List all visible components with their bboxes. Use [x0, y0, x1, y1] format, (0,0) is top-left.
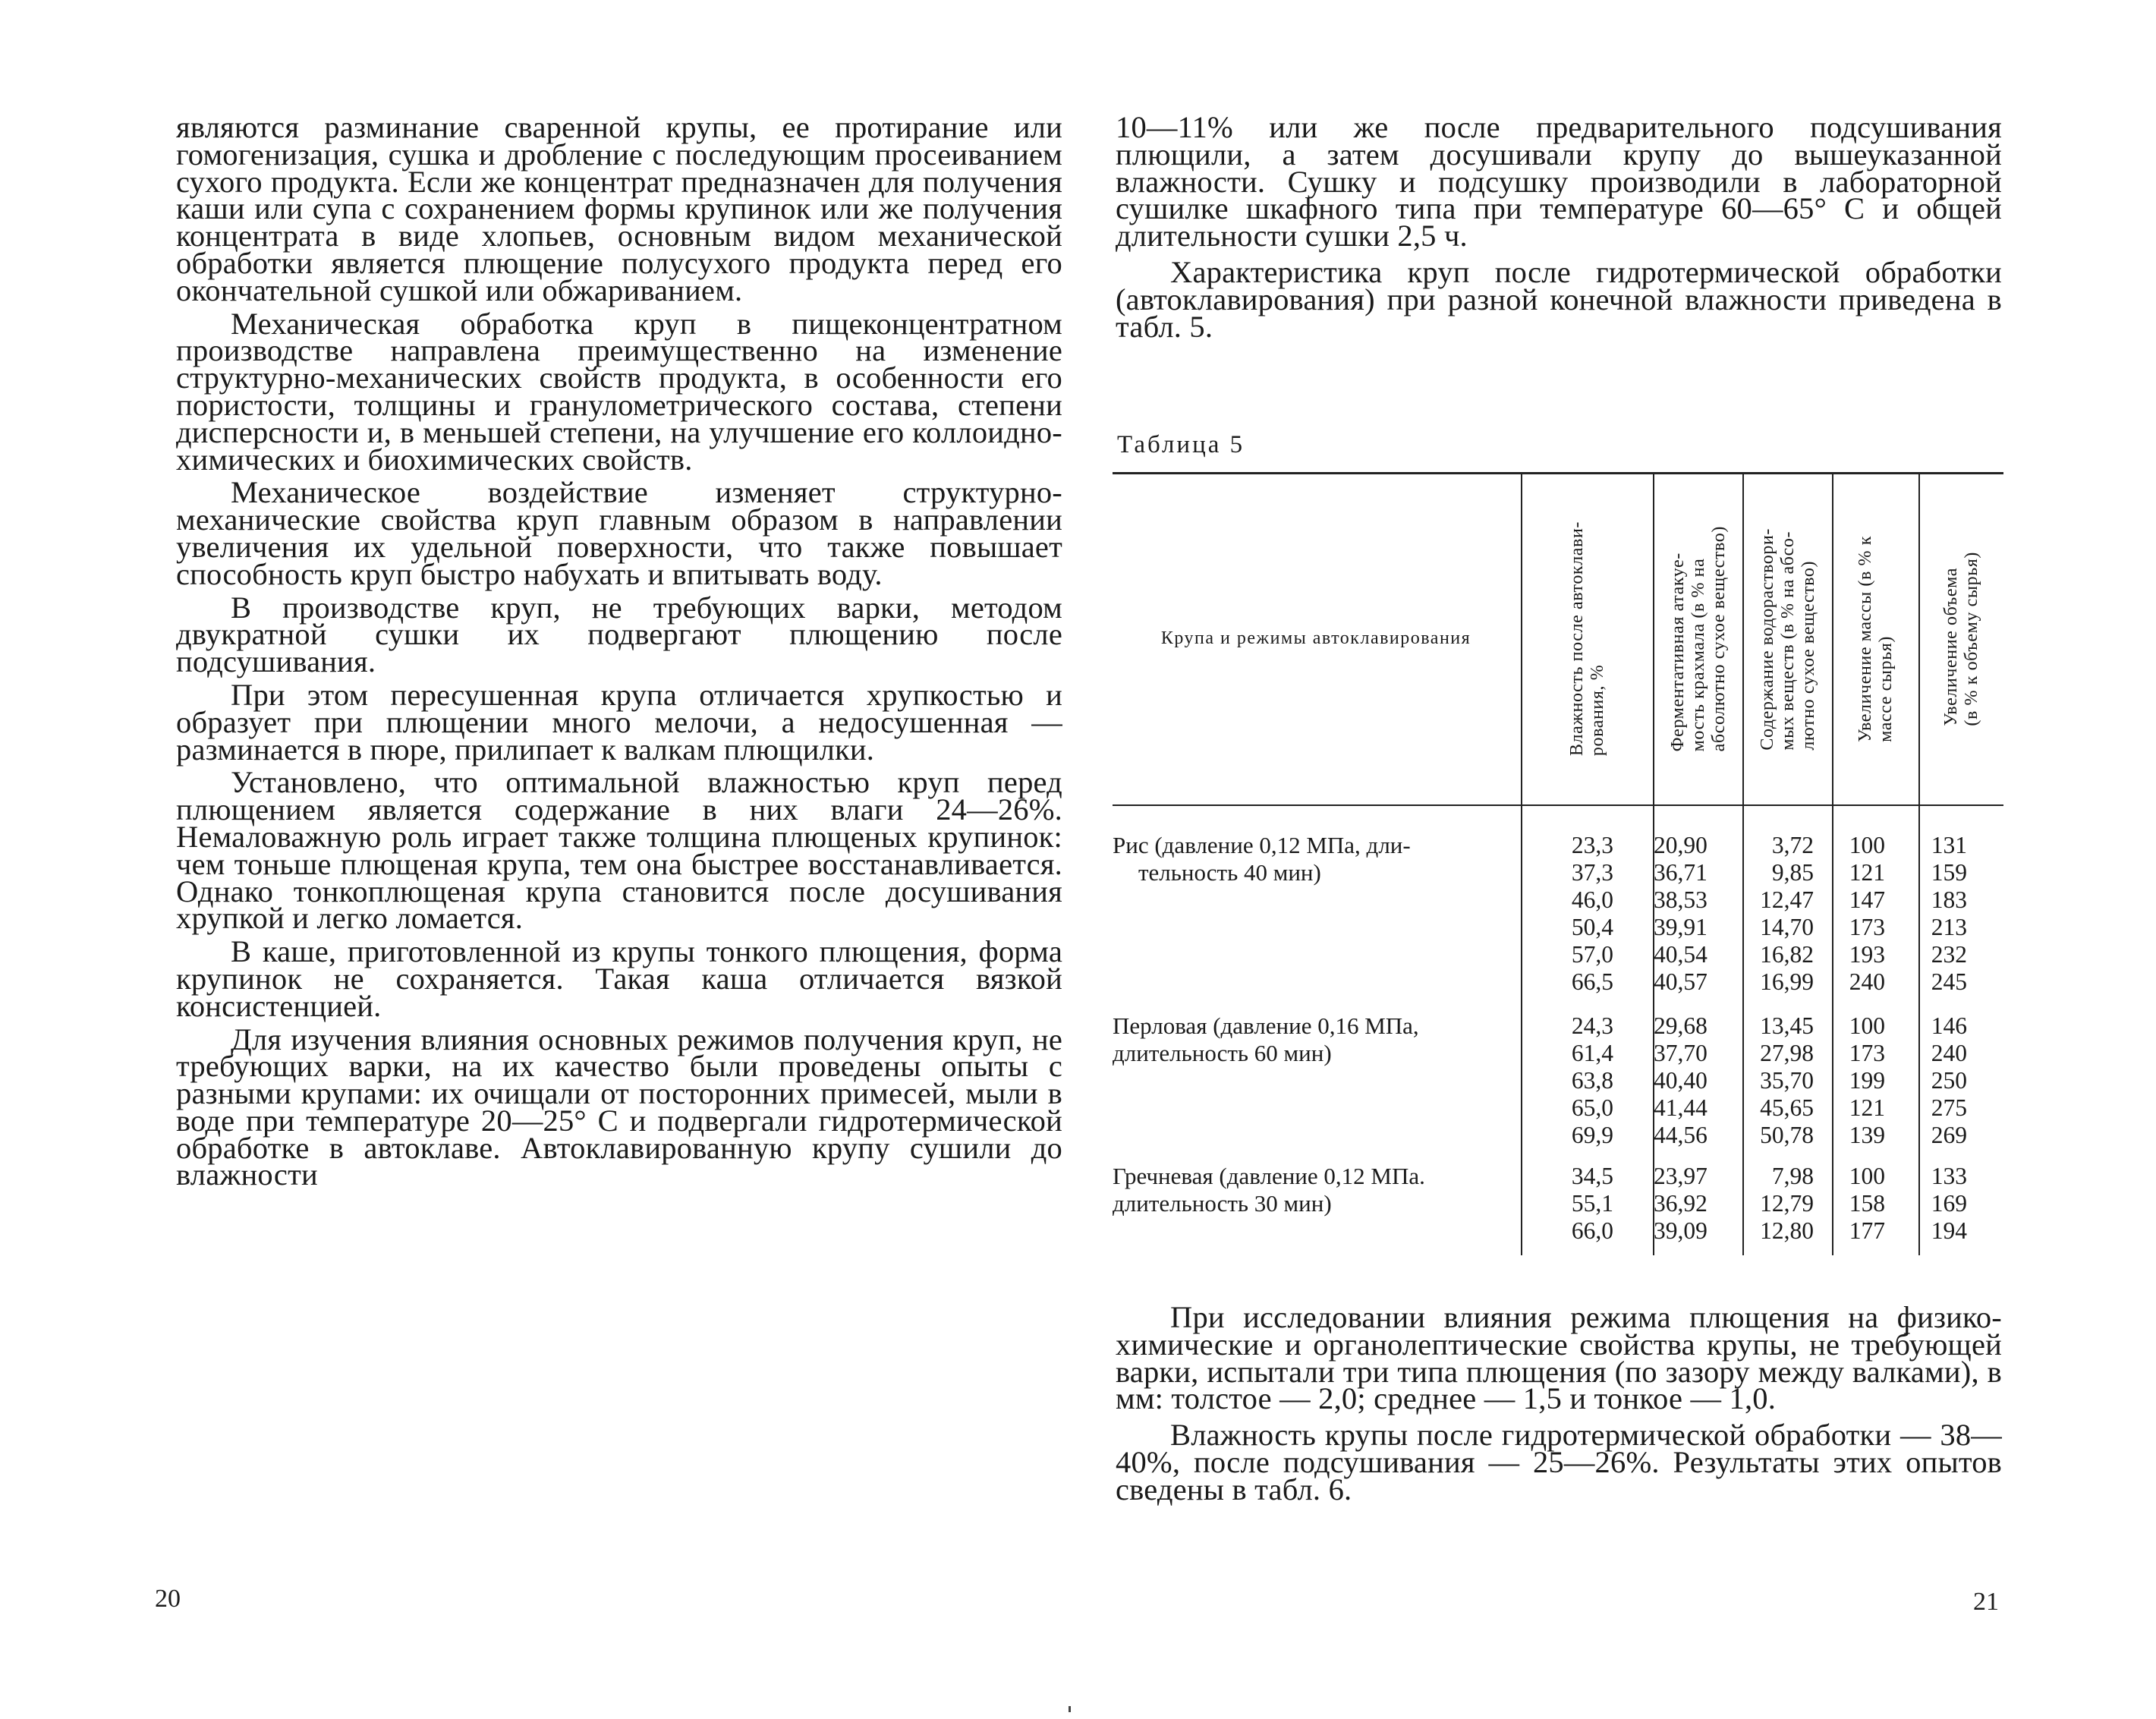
header-moisture [1522, 487, 1653, 791]
table-cell: 40,54 [1654, 941, 1707, 968]
group-label-line: тельность 40 мин) [1138, 859, 1321, 886]
table-cell: 41,44 [1654, 1094, 1707, 1121]
column-volume [1917, 1012, 1967, 1149]
header-soluble-content [1744, 487, 1832, 791]
table-cell: 35,70 [1760, 1067, 1814, 1094]
table-cell: 66,0 [1571, 1217, 1613, 1244]
left-paragraph-3: Механическое воздействие изменяет структурно-механические свойства круп главным образом в направлении увеличения их удельной поверхности, что также повышает способность круп быстро набухать и впитывать воду. [176, 475, 1062, 591]
binding-mark [1069, 1706, 1071, 1712]
right-paragraph-4: Влажность крупы после гидротермической обработки — 38—40%, после подсушивания — 25—26%. Результаты этих опытов сведены в табл. 6. [1116, 1418, 2002, 1506]
table-header-rule [1113, 804, 2003, 806]
table-cell: 169 [1931, 1190, 1967, 1217]
group-label [1113, 1163, 1513, 1217]
table-cell: 177 [1849, 1217, 1885, 1244]
table-cell: 3,72 [1771, 832, 1814, 858]
right-page-text-bottom [1116, 1300, 2002, 1506]
table-cell: 158 [1849, 1190, 1885, 1217]
table-cell: 37,70 [1654, 1040, 1707, 1066]
table-cell: 183 [1931, 886, 1967, 913]
column-moisture [1553, 1012, 1613, 1149]
left-page-text [176, 110, 1062, 1192]
group-label [1113, 832, 1513, 886]
table-cell: 46,0 [1571, 886, 1613, 913]
column-volume [1917, 832, 1967, 996]
table-cell: 40,40 [1654, 1067, 1707, 1094]
header-moisture-label: Влажность после автоклави- рования, % [1567, 521, 1607, 757]
table-cell: 50,4 [1571, 914, 1613, 940]
table-cell: 121 [1849, 859, 1885, 886]
table-5 [1113, 472, 2003, 1255]
table-cell: 23,97 [1654, 1163, 1707, 1189]
table-cell: 194 [1931, 1217, 1967, 1244]
table-cell: 37,3 [1571, 859, 1613, 886]
table-cell: 23,3 [1571, 832, 1613, 858]
table-cell: 39,09 [1654, 1217, 1707, 1244]
header-starch-digestibility [1654, 487, 1742, 791]
table-cell: 213 [1931, 914, 1967, 940]
table-caption: Таблица 5 [1117, 431, 1245, 458]
group-label-line: Перловая (давление 0,16 МПа, [1113, 1012, 1419, 1039]
table-stub-header [1113, 472, 1519, 804]
table-cell: 36,92 [1654, 1190, 1707, 1217]
table-cell: 269 [1931, 1122, 1967, 1148]
column-starch [1654, 1163, 1730, 1245]
table-cell: 16,99 [1760, 968, 1814, 995]
left-paragraph-4: В производстве круп, не требующих варки, методом двукратной сушки их подвергают плющению после подсушивания. [176, 590, 1062, 679]
left-paragraph-7: В каше, приготовленной из крупы тонкого плющения, форма крупинок не сохраняется. Такая каша отличается вязкой консистенцией. [176, 934, 1062, 1023]
table-cell: 250 [1931, 1067, 1967, 1094]
table-cell: 14,70 [1760, 914, 1814, 940]
table-cell: 13,45 [1760, 1012, 1814, 1039]
table-cell: 12,80 [1760, 1217, 1814, 1244]
table-cell: 63,8 [1571, 1067, 1613, 1094]
column-mass [1832, 832, 1885, 996]
column-starch [1654, 832, 1730, 996]
left-paragraph-1: являются разминание сваренной крупы, ее протирание или гомогенизация, сушка и дробление с последующим просеиванием сухого продукта. Если же концентрат предназначен для получения каши или супа с сохранением формы крупинок или же получения концентрата в виде хлопьев, основным видом механической обработки является плющение полусухого продукта перед его окончательной сушкой или обжариванием. [176, 110, 1062, 307]
page-number-left: 20 [155, 1585, 181, 1613]
table-cell: 245 [1931, 968, 1967, 995]
table-cell: 240 [1849, 968, 1885, 995]
table-cell: 121 [1849, 1094, 1885, 1121]
table-cell: 131 [1931, 832, 1967, 858]
table-cell: 44,56 [1654, 1122, 1707, 1148]
left-paragraph-8: Для изучения влияния основных режимов получения круп, не требующих варки, на их качество были проведены опыты с разными крупами: их очищали от посторонних примесей, мыли в воде при температуре 20—25° С и подвергали гидротермической обработке в автоклаве. Автоклавированную крупу сушили до влажности [176, 1022, 1062, 1192]
table-cell: 55,1 [1571, 1190, 1613, 1217]
page-number-right: 21 [1973, 1588, 1999, 1616]
table-cell: 38,53 [1654, 886, 1707, 913]
column-soluble [1744, 832, 1814, 996]
table-cell: 139 [1849, 1122, 1885, 1148]
table-cell: 240 [1931, 1040, 1967, 1066]
table-cell: 146 [1931, 1012, 1967, 1039]
table-cell: 133 [1931, 1163, 1967, 1189]
header-mass-increase [1833, 487, 1918, 791]
header-mass-label: Увеличение массы (в % к массе сырья) [1855, 536, 1896, 742]
table-cell: 16,82 [1760, 941, 1814, 968]
header-starch-label: Ферментативная атакуе- мость крахмала (в % на абсолютно сухое вещество) [1667, 526, 1729, 752]
table-cell: 100 [1849, 1012, 1885, 1039]
group-label-line: Гречневая (давление 0,12 МПа. [1113, 1163, 1425, 1189]
right-paragraph-3: При исследовании влияния режима плющения на физико-химические и органолептические свойства крупы, не требующей варки, испытали три типа плющения (по зазору между валками), в мм: толстое — 2,0; среднее — 1,5 и тонкое — 1,0. [1116, 1300, 2002, 1416]
table-cell: 232 [1931, 941, 1967, 968]
table-cell: 173 [1849, 1040, 1885, 1066]
table-cell: 100 [1849, 1163, 1885, 1189]
group-label-line: Рис (давление 0,12 МПа, дли- [1113, 832, 1411, 858]
group-label [1113, 1012, 1513, 1067]
column-soluble [1744, 1163, 1814, 1245]
header-soluble-label: Содержание водораствори- мых веществ (в % на абсо- лютно сухое вещество) [1757, 527, 1818, 751]
table-cell: 66,5 [1571, 968, 1613, 995]
group-label-line: длительность 60 мин) [1113, 1040, 1332, 1066]
table-cell: 173 [1849, 914, 1885, 940]
table-cell: 57,0 [1571, 941, 1613, 968]
column-starch [1654, 1012, 1730, 1149]
table-cell: 12,79 [1760, 1190, 1814, 1217]
table-cell: 69,9 [1571, 1122, 1613, 1148]
right-paragraph-2: Характеристика круп после гидротермической обработки (автоклавирования) при разной конечной влажности приведена в табл. 5. [1116, 254, 2002, 344]
table-cell: 100 [1849, 832, 1885, 858]
table-cell: 12,47 [1760, 886, 1814, 913]
left-paragraph-6: Установлено, что оптимальной влажностью круп перед плющением является содержание в них влаги 24—26%. Немаловажную роль играет также толщина плющеных крупинок: чем тоньше плющеная крупа, тем она быстрее восстанавливается. Однако тонкоплющеная крупа становится после досушивания хрупкой и легко ломается. [176, 765, 1062, 936]
left-paragraph-2: Механическая обработка круп в пищеконцентратном производстве направлена преимущественно на изменение структурно-механических свойств продукта, в особенности его пористости, толщины и гранулометрического состава, степени дисперсности и, в меньшей степени, на улучшение его коллоидно-химических и биохимических свойств. [176, 306, 1062, 477]
column-volume [1917, 1163, 1967, 1245]
table-cell: 61,4 [1571, 1040, 1613, 1066]
table-cell: 27,98 [1760, 1040, 1814, 1066]
table-cell: 45,65 [1760, 1094, 1814, 1121]
table-cell: 193 [1849, 941, 1885, 968]
header-volume-increase [1920, 487, 2003, 791]
table-cell: 24,3 [1571, 1012, 1613, 1039]
header-volume-label: Увеличение объема (в % к объему сырья) [1941, 552, 1981, 726]
right-paragraph-1: 10—11% или же после предварительного подсушивания плющили, а затем досушивали крупу до вышеуказанной влажности. Сушку и подсушку производили в лабораторной сушилке шкафного типа при температуре 60—65° С и общей длительности сушки 2,5 ч. [1116, 110, 2002, 253]
table-cell: 147 [1849, 886, 1885, 913]
stub-header-label: Крупа и режимы автоклавирования [1160, 628, 1471, 648]
column-soluble [1744, 1012, 1814, 1149]
table-cell: 20,90 [1654, 832, 1707, 858]
left-paragraph-5: При этом пересушенная крупа отличается хрупкостью и образует при плющении много мелочи, а недосушенная — разминается в пюре, прилипает к валкам плющилки. [176, 677, 1062, 767]
column-moisture [1553, 1163, 1613, 1245]
table-cell: 275 [1931, 1094, 1967, 1121]
table-cell: 9,85 [1771, 859, 1814, 886]
group-label-line: длительность 30 мин) [1113, 1190, 1332, 1217]
table-cell: 159 [1931, 859, 1967, 886]
table-cell: 34,5 [1571, 1163, 1613, 1189]
column-mass [1832, 1163, 1885, 1245]
table-cell: 29,68 [1654, 1012, 1707, 1039]
table-cell: 39,91 [1654, 914, 1707, 940]
table-cell: 36,71 [1654, 859, 1707, 886]
table-cell: 65,0 [1571, 1094, 1613, 1121]
table-cell: 199 [1849, 1067, 1885, 1094]
table-cell: 50,78 [1760, 1122, 1814, 1148]
table-cell: 40,57 [1654, 968, 1707, 995]
column-mass [1832, 1012, 1885, 1149]
column-moisture [1553, 832, 1613, 996]
table-cell: 7,98 [1771, 1163, 1814, 1189]
right-page-text-top [1116, 110, 2002, 344]
